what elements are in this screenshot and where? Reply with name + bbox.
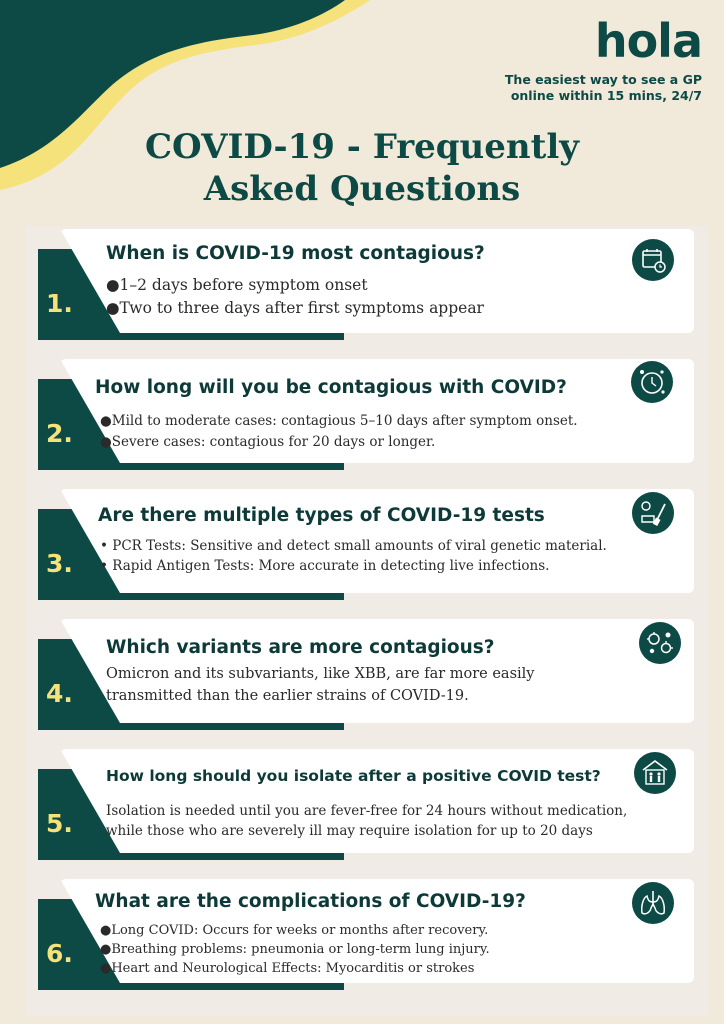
faq-item-2 — [38, 359, 694, 477]
tagline-line-2: online within 15 mins, 24/7 — [510, 88, 702, 103]
faq-question: How long will you be contagious with COVID? — [95, 377, 567, 398]
faq-answer-2: ●Breathing problems: pneumonia or long-term lung injury. — [100, 942, 490, 957]
tagline-line-1: The easiest way to see a GP — [504, 72, 702, 87]
tagline — [482, 72, 702, 104]
faq-question: What are the complications of COVID-19? — [95, 891, 526, 912]
faq-item-4 — [38, 619, 694, 737]
title-line-2: Asked Questions — [203, 169, 521, 209]
faq-item-1 — [38, 229, 694, 347]
faq-answer-1: • PCR Tests: Sensitive and detect small amounts of viral genetic material. — [100, 538, 607, 554]
faq-answer-2: transmitted than the earlier strains of COVID-19. — [106, 688, 469, 704]
virus-variants-icon — [639, 622, 681, 664]
faq-item-3 — [38, 489, 694, 607]
faq-item-5 — [38, 749, 694, 867]
faq-answer-2: ●Severe cases: contagious for 20 days or longer. — [100, 434, 436, 450]
title-line-1: COVID-19 - Frequently — [145, 127, 579, 167]
faq-number: 2. — [46, 419, 73, 448]
faq-question: Are there multiple types of COVID-19 tests — [98, 505, 545, 526]
faq-number: 6. — [46, 939, 73, 968]
faq-answer-3: ●Heart and Neurological Effects: Myocarditis or strokes — [100, 961, 475, 976]
faq-question: When is COVID-19 most contagious? — [106, 243, 485, 264]
faq-answer-2: • Rapid Antigen Tests: More accurate in detecting live infections. — [100, 558, 550, 574]
faq-answer-2: while those who are severely ill may require isolation for up to 20 days — [106, 823, 593, 839]
faq-answer-1: Omicron and its subvariants, like XBB, are far more easily — [106, 666, 535, 682]
virus-clock-icon — [631, 361, 673, 403]
page-title — [0, 126, 724, 210]
faq-item-6 — [38, 879, 694, 997]
lungs-icon — [632, 882, 674, 924]
hola-logo: hola — [594, 14, 702, 68]
faq-question: Which variants are more contagious? — [106, 637, 495, 658]
faq-number: 4. — [46, 679, 73, 708]
faq-number: 1. — [46, 289, 73, 318]
isolation-people-icon — [634, 752, 676, 794]
faq-answer-1: ●Long COVID: Occurs for weeks or months after recovery. — [100, 923, 489, 938]
faq-answer-1: ●1–2 days before symptom onset — [106, 276, 368, 294]
faq-number: 3. — [46, 549, 73, 578]
faq-answer-1: Isolation is needed until you are fever-free for 24 hours without medication, — [106, 803, 628, 819]
faq-answer-2: ●Two to three days after first symptoms appear — [106, 299, 484, 317]
faq-number: 5. — [46, 809, 73, 838]
faq-question: How long should you isolate after a positive COVID test? — [106, 767, 601, 785]
covid-test-swab-icon — [632, 492, 674, 534]
calendar-clock-icon — [632, 239, 674, 281]
faq-answer-1: ●Mild to moderate cases: contagious 5–10 days after symptom onset. — [100, 413, 578, 429]
